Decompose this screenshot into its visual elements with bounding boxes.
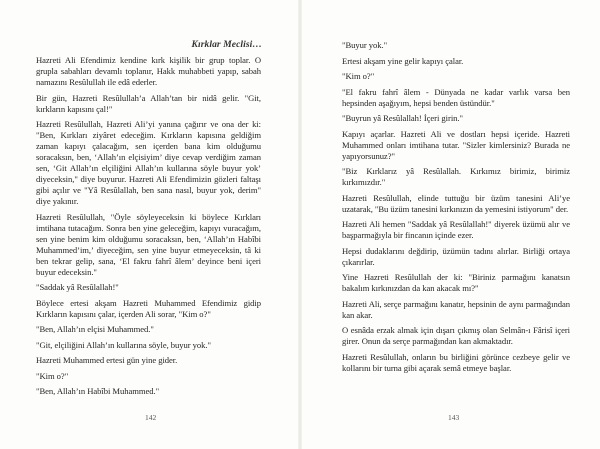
right-page bbox=[300, 0, 600, 449]
paragraph: "Saddak yâ Resûlallah!" bbox=[36, 282, 119, 292]
paragraph: "Buyur yok." bbox=[342, 40, 388, 50]
paragraph: Hazreti Resûlullah, "Öyle söyleyeceksin ki böylece Kırkları imtihana tutacağım. Sonra ben yine geleceğim, kapıyı vuracağım, sen yine benim kim olduğumu soracaksın, ben, ‘Allah’ın Habîbi Muhammed’im,’ diyeceğim, sen yine buyur etmeyeceksin, tâ ki ben tekrar gelip, sana, ‘El fakru fahrî âlem’ deyince beni içeri buyur edeceksin." bbox=[36, 211, 261, 277]
paragraph: "Kim o?" bbox=[36, 370, 69, 381]
page-number: 142 bbox=[145, 413, 157, 422]
page-number: 143 bbox=[448, 413, 460, 422]
right-page-body bbox=[342, 40, 570, 378]
paragraph: Yine Hazreti Resûlullah der ki: "Biriniz parmağını kanatsın bakalım kırkınızdan da kan akacak mı?" bbox=[342, 272, 570, 293]
paragraph: Kapıyı açarlar. Hazreti Ali ve dostları hepsi içeride. Hazreti Muhammed onları imtihana tutar. "Sizler kimlersiniz? Burada ne yapıyorsunuz?" bbox=[342, 128, 570, 161]
paragraph: Bir gün, Hazreti Resûlullah’a Allah’tan bir nidâ gelir. "Git, kırkların kapısını çal!" bbox=[36, 92, 261, 114]
paragraph: "Kim o?" bbox=[342, 71, 375, 81]
running-header: Kırklar Meclisi… bbox=[191, 40, 262, 50]
paragraph: "Biz Kırklarız yâ Resûlallah. Kırkımız birimiz, birimiz kırkımızdır." bbox=[342, 166, 570, 187]
paragraph: "El fakru fahrî âlem - Dünyada ne kadar varlık varsa ben hepsinden aşağıyım, hepsi benden üstündür." bbox=[342, 86, 570, 108]
paragraph: Ertesi akşam yine gelir kapıyı çalar. bbox=[342, 55, 464, 66]
paragraph: Böylece ertesi akşam Hazreti Muhammed Efendimiz gidip Kırkların kapısını çalar, içerden Ali sorar, "Kim o?" bbox=[36, 297, 261, 319]
paragraph: Hazreti Ali, serçe parmağını kanatır, hepsinin de aynı parmağından kan akar. bbox=[342, 298, 570, 320]
paragraph: "Ben, Allah’ın Habîbi Muhammed." bbox=[36, 386, 160, 396]
paragraph: Hazreti Resûlullah, onların bu birliğini görünce cezbeye gelir ve kollarını bir turna gibi açarak semâ etmeye başlar. bbox=[342, 351, 570, 373]
paragraph: Hazreti Ali Efendimiz kendine kırk kişilik bir grup toplar. O grupla sabahları devamlı toplanır, Hakk muhabbeti yapıp, sabah namazını Resûlullah ile edâ ederler. bbox=[36, 55, 261, 87]
paragraph: "Ben, Allah’ın elçisi Muhammed." bbox=[36, 324, 154, 334]
paragraph: Hazreti Resûlullah, Hazreti Ali’yi yanına çağırır ve ona der ki: "Ben, Kırkları ziyâret edeceğim. Kırkların kapısına geldiğim zaman kapıyı çalacağım, sen içerden bana kim olduğumu soracaksın, ben, ‘Allah’ın elçisiyim’ diye cevap verdiğim zaman sen, ‘Git Allah’ın elçiliğini Allah’ın kullarına söyle buyur yok’ diyeceksin," diye buyurur. Hazreti Ali Efendimizin gözleri faltaşı gibi açılır ve "Yâ Resûlallah, ben sana nasıl, buyur yok, derim" diye yakınır. bbox=[36, 119, 261, 206]
paragraph: O esnâda erzak almak için dışarı çıkmış olan Selmân-ı Fârisî içeri girer. Onun da serçe parmağından kan akmaktadır. bbox=[342, 325, 570, 346]
paragraph: Hazreti Muhammed ertesi gün yine gider. bbox=[36, 355, 178, 365]
paragraph: Hepsi dudaklarını değdirip, üzümün tadını alırlar. Birliği ortaya çıkarırlar. bbox=[342, 245, 570, 267]
paragraph: Hazreti Ali hemen "Saddak yâ Resûlallah!" diyerek üzümü alır ve başparmağıyla bir fincanın içinde ezer. bbox=[342, 219, 570, 240]
paragraph: "Git, elçiliğini Allah’ın kullarına söyle, buyur yok." bbox=[36, 339, 211, 350]
left-page-body bbox=[36, 55, 261, 402]
paragraph: Hazreti Resûlullah, elinde tuttuğu bir üzüm tanesini Ali’ye uzatarak, "Bu üzüm tanesini kırkınızın da yemesini istiyorum" der. bbox=[342, 192, 570, 214]
paragraph: "Buyrun yâ Resûlallah! İçeri girin." bbox=[342, 113, 463, 123]
